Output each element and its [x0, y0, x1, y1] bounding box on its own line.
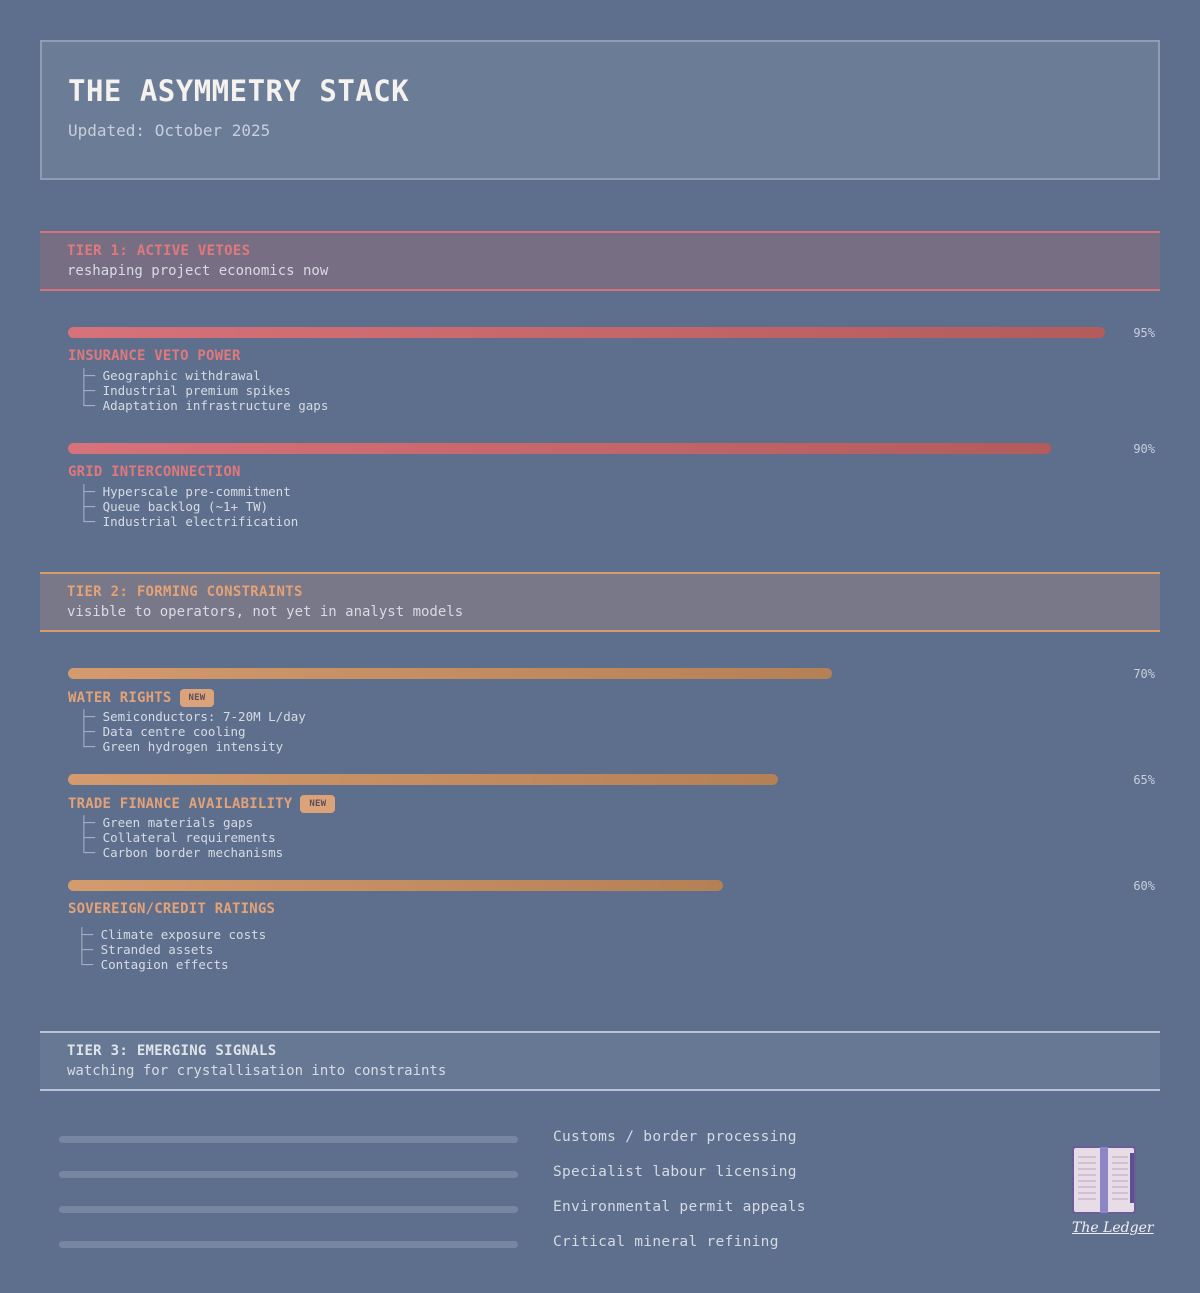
percent-label: 90%	[1133, 442, 1155, 456]
bullet-item: └─ Adaptation infrastructure gaps	[80, 398, 328, 413]
constraint-bar	[68, 668, 832, 679]
page-title: THE ASYMMETRY STACK	[68, 74, 410, 108]
logo-text: The Ledger	[1072, 1220, 1154, 1236]
constraint-bar-fill	[68, 880, 723, 891]
bullet-item: ├─ Data centre cooling	[80, 724, 306, 739]
bullet-list	[80, 484, 298, 529]
constraint-bar	[68, 880, 723, 891]
header-box	[40, 40, 1160, 180]
percent-label: 95%	[1133, 326, 1155, 340]
signal-label: Environmental permit appeals	[553, 1199, 806, 1215]
constraint-label: GRID INTERCONNECTION	[68, 464, 241, 480]
percent-label: 70%	[1133, 667, 1155, 681]
constraint-label: INSURANCE VETO POWER	[68, 348, 241, 364]
signal-label: Critical mineral refining	[553, 1234, 779, 1250]
new-badge: NEW	[300, 795, 335, 813]
bullet-list	[80, 709, 306, 754]
constraint-label: TRADE FINANCE AVAILABILITY	[68, 796, 293, 812]
bullet-item: ├─ Queue backlog (~1+ TW)	[80, 499, 298, 514]
signal-bar	[59, 1206, 518, 1213]
tier-1-subtitle: reshaping project economics now	[67, 263, 329, 279]
bullet-item: ├─ Geographic withdrawal	[80, 368, 328, 383]
bullet-list	[80, 368, 328, 413]
bullet-item: ├─ Climate exposure costs	[78, 927, 266, 942]
bullet-item: ├─ Semiconductors: 7-20M L/day	[80, 709, 306, 724]
bullet-item: ├─ Hyperscale pre-commitment	[80, 484, 298, 499]
tier-2-title: TIER 2: FORMING CONSTRAINTS	[67, 584, 303, 600]
constraint-bar-fill	[68, 774, 778, 785]
constraint-label-row	[68, 464, 241, 480]
constraint-bar-fill	[68, 327, 1105, 338]
tier-1-band	[40, 231, 1160, 291]
constraint-bar-fill	[68, 443, 1051, 454]
tier-3-band	[40, 1031, 1160, 1091]
bullet-item: ├─ Collateral requirements	[80, 830, 283, 845]
updated-date: Updated: October 2025	[68, 121, 271, 140]
bullet-item: └─ Carbon border mechanisms	[80, 845, 283, 860]
constraint-bar	[68, 443, 1051, 454]
constraint-bar	[68, 327, 1105, 338]
bullet-item: └─ Green hydrogen intensity	[80, 739, 306, 754]
signal-bar	[59, 1136, 518, 1143]
bullet-list	[80, 815, 283, 860]
bullet-item: ├─ Stranded assets	[78, 942, 266, 957]
tier-3-subtitle: watching for crystallisation into constraints	[67, 1063, 447, 1079]
constraint-label-row	[68, 348, 241, 364]
bullet-item: ├─ Green materials gaps	[80, 815, 283, 830]
bullet-item: └─ Contagion effects	[78, 957, 266, 972]
tier-3-title: TIER 3: EMERGING SIGNALS	[67, 1043, 277, 1059]
tier-1-title: TIER 1: ACTIVE VETOES	[67, 243, 251, 259]
constraint-bar	[68, 774, 778, 785]
signal-bar	[59, 1241, 518, 1248]
constraint-label: WATER RIGHTS	[68, 690, 172, 706]
tier-2-band	[40, 572, 1160, 632]
signal-label: Specialist labour licensing	[553, 1164, 797, 1180]
percent-label: 60%	[1133, 879, 1155, 893]
constraint-label: SOVEREIGN/CREDIT RATINGS	[68, 901, 276, 917]
new-badge: NEW	[180, 689, 215, 707]
signal-label: Customs / border processing	[553, 1129, 797, 1145]
bullet-item: └─ Industrial electrification	[80, 514, 298, 529]
constraint-label-row	[68, 795, 335, 813]
bullet-item: ├─ Industrial premium spikes	[80, 383, 328, 398]
signal-bar	[59, 1171, 518, 1178]
constraint-label-row	[68, 689, 214, 707]
bullet-list	[78, 927, 266, 972]
constraint-bar-fill	[68, 668, 832, 679]
tier-2-subtitle: visible to operators, not yet in analyst models	[67, 604, 464, 620]
constraint-label-row	[68, 901, 275, 917]
percent-label: 65%	[1133, 773, 1155, 787]
